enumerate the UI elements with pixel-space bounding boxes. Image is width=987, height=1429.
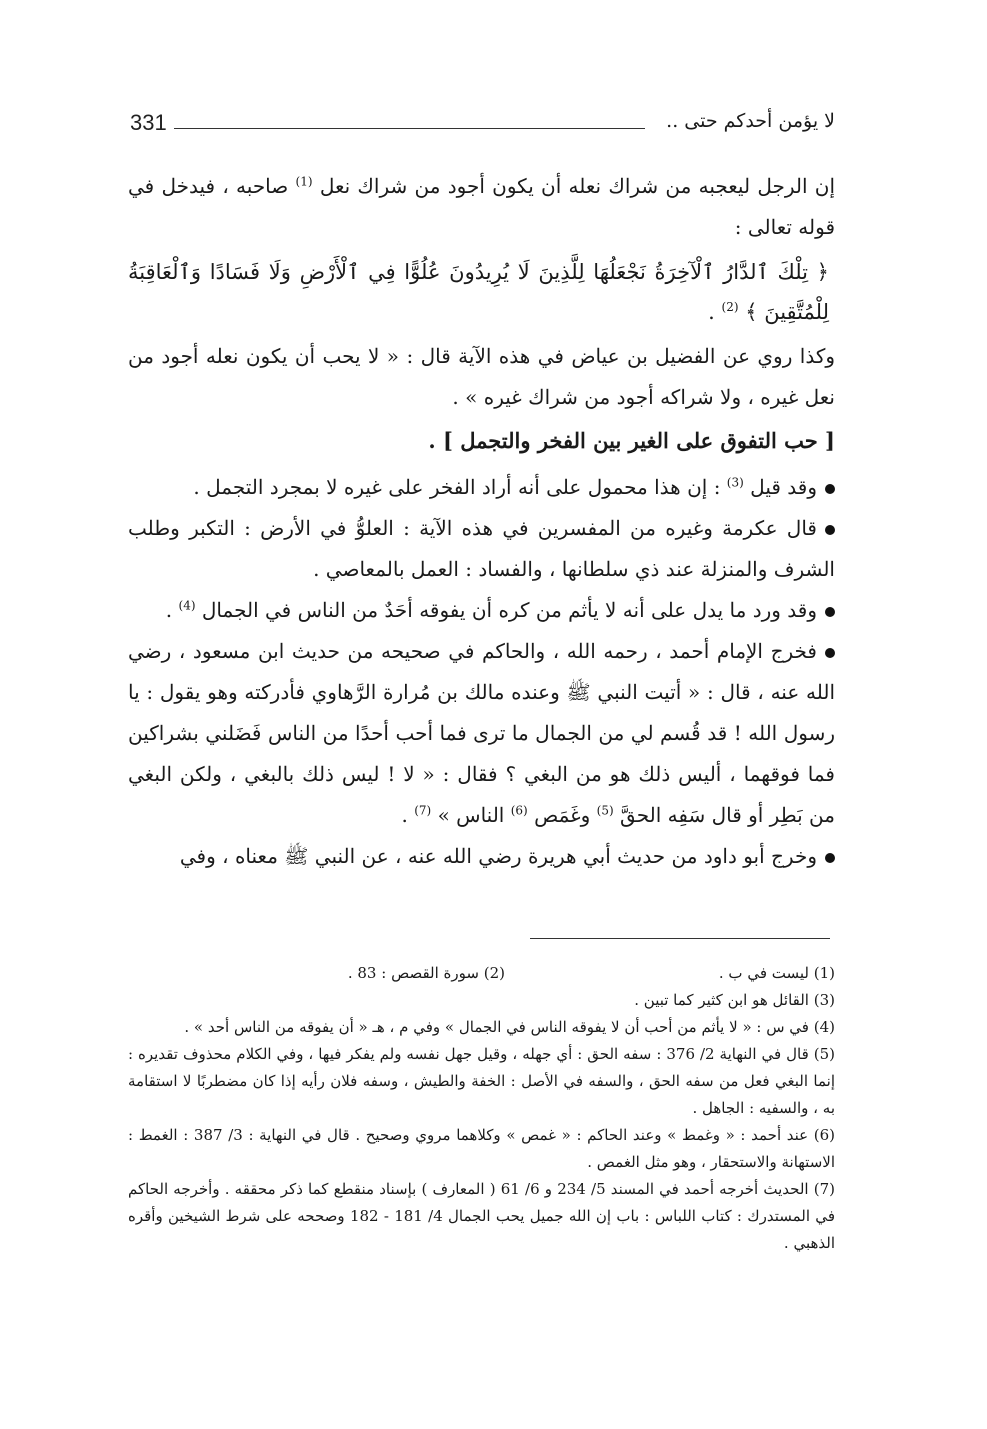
- bullet-3: [128, 590, 835, 631]
- bullet-1-text-b: : إن هذا محمول على أنه أراد الفخر على غيره لا بمجرد التجمل .: [193, 475, 721, 499]
- footnote-ref-7: (7): [414, 803, 432, 818]
- bullet-4-text-c: الناس »: [437, 803, 505, 827]
- bullet-icon: [825, 484, 835, 494]
- footnote-ref-5: (5): [596, 803, 614, 818]
- footnote-ref-2: (2): [721, 300, 739, 314]
- header-rule: [174, 128, 645, 129]
- bullet-icon: [825, 853, 835, 863]
- footnote-row-1-2: [128, 960, 835, 987]
- bullet-4-text-a: فخرج الإمام أحمد ، رحمه الله ، والحاكم في صحيحه من حديث ابن مسعود ، رضي الله عنه ، قال : « أتيت النبي ﷺ وعنده مالك بن مُرارة الرَّهاوي فأدركته وهو يقول : يا رسول الله ! قد قُسم لي من الجمال ما ترى فما أحب أحدًا من الناس فَضَلني بشراكين فما فوقهما ، أليس ذلك هو من البغي ؟ فقال : « لا ! ليس ذلك بالبغي ، ولكن البغي من بَطِر أو قال سَفِه الحقَّ: [128, 639, 835, 827]
- bullet-5-text: وخرج أبو داود من حديث أبي هريرة رضي الله عنه ، عن النبي ﷺ معناه ، وفي: [179, 844, 817, 868]
- running-title: لا يؤمن أحدكم حتى ..: [666, 110, 835, 132]
- bullet-1: [128, 467, 835, 508]
- paragraph-2: وكذا روي عن الفضيل بن عياض في هذه الآية قال : « لا يحب أن يكون نعله أجود من نعل غيره ، ولا شراكه أجود من شراك غيره » .: [128, 344, 835, 409]
- footnote-ref-1: (1): [295, 174, 313, 189]
- bullet-4-text-b: وغَمَص: [534, 803, 591, 827]
- verse-end: .: [708, 300, 715, 324]
- bullet-3-text-b: .: [165, 598, 173, 622]
- bullet-icon: [825, 648, 835, 658]
- section-heading: [ حب التفوق على الغير بين الفخر والتجمل ] .: [428, 428, 835, 453]
- footnote-3: (3) القائل هو ابن كثير كما تبين .: [634, 991, 835, 1009]
- page-number: 331: [130, 110, 167, 135]
- bullet-2: [128, 508, 835, 590]
- footnotes: [128, 960, 835, 1257]
- footnote-ref-3: (3): [726, 475, 744, 490]
- footnote-ref-4: (4): [178, 598, 196, 613]
- footnote-ref-6: (6): [510, 803, 528, 818]
- bullet-2-text: قال عكرمة وغيره من المفسرين في هذه الآية : العلوُّ في الأرض : التكبر وطلب الشرف والمنزلة عند ذي سلطانها ، والفساد : العمل بالمعاصي .: [128, 516, 835, 581]
- quran-verse: [128, 252, 835, 332]
- footnote-2: (2) سورة القصص : 83 .: [347, 964, 505, 982]
- bullet-5: [128, 836, 835, 877]
- footnote-5: (5) قال في النهاية 2/ 376 : سفه الحق : أي جهله ، وقيل جهل نفسه ولم يفكر فيها ، وفي الكلام محذوف تقديره : إنما البغي فعل من سفه الحق ، والسفه في الأصل : الخفة والطيش ، وسفه فلان رأيه إذا كان مضطربًا لا استقامة به ، والسفيه : الجاهل .: [128, 1045, 835, 1117]
- main-text: [128, 166, 835, 877]
- verse-text: ﴿ تِلْكَ ٱلدَّارُ ٱلْآخِرَةُ نَجْعَلُهَا لِلَّذِينَ لَا يُرِيدُونَ عُلُوًّا فِي ٱلْأَرْضِ وَلَا فَسَادًا وَٱلْعَاقِبَةُ لِلْمُتَّقِينَ ﴾: [128, 260, 829, 324]
- bullet-4: [128, 631, 835, 836]
- footnote-7: (7) الحديث أخرجه أحمد في المسند 5/ 234 و 6/ 61 ( المعارف ) بإسناد منقطع كما ذكر محققه . وأخرجه الحاكم في المستدرك : كتاب اللباس : باب إن الله جميل يحب الجمال 4/ 181 - 182 وصححه على شرط الشيخين وأقره الذهبي .: [128, 1180, 836, 1252]
- bullet-1-text-a: وقد قيل: [750, 475, 817, 499]
- paragraph-1-text-b: صاحبه ، فيدخل في قوله تعالى :: [128, 174, 835, 239]
- bullet-icon: [825, 525, 835, 535]
- paragraph-1-text-a: إن الرجل ليعجبه من شراك نعله أن يكون أجود من شراك نعل: [319, 174, 836, 198]
- footnote-1: (1) ليست في ب .: [718, 964, 835, 982]
- footnote-rule: [530, 938, 830, 939]
- bullet-icon: [825, 607, 835, 617]
- footnote-4: (4) في س : « لا يأثم من أحب أن لا يفوقه الناس في الجمال » وفي م ، هـ « أن يفوقه من الناس أحد » .: [184, 1018, 835, 1036]
- page-header: [130, 108, 835, 148]
- footnote-6: (6) عند أحمد : « وغمط » وعند الحاكم : « غمص » وكلاهما مروي وصحيح . قال في النهاية : 3/ 387 : الغمط : الاستهانة والاستحقار ، وهو مثل الغمص .: [128, 1126, 836, 1171]
- bullet-3-text-a: وقد ورد ما يدل على أنه لا يأثم من كره أن يفوقه أحَدٌ من الناس في الجمال: [201, 598, 817, 622]
- bullet-4-text-d: .: [401, 803, 408, 827]
- paragraph-1: [128, 166, 835, 248]
